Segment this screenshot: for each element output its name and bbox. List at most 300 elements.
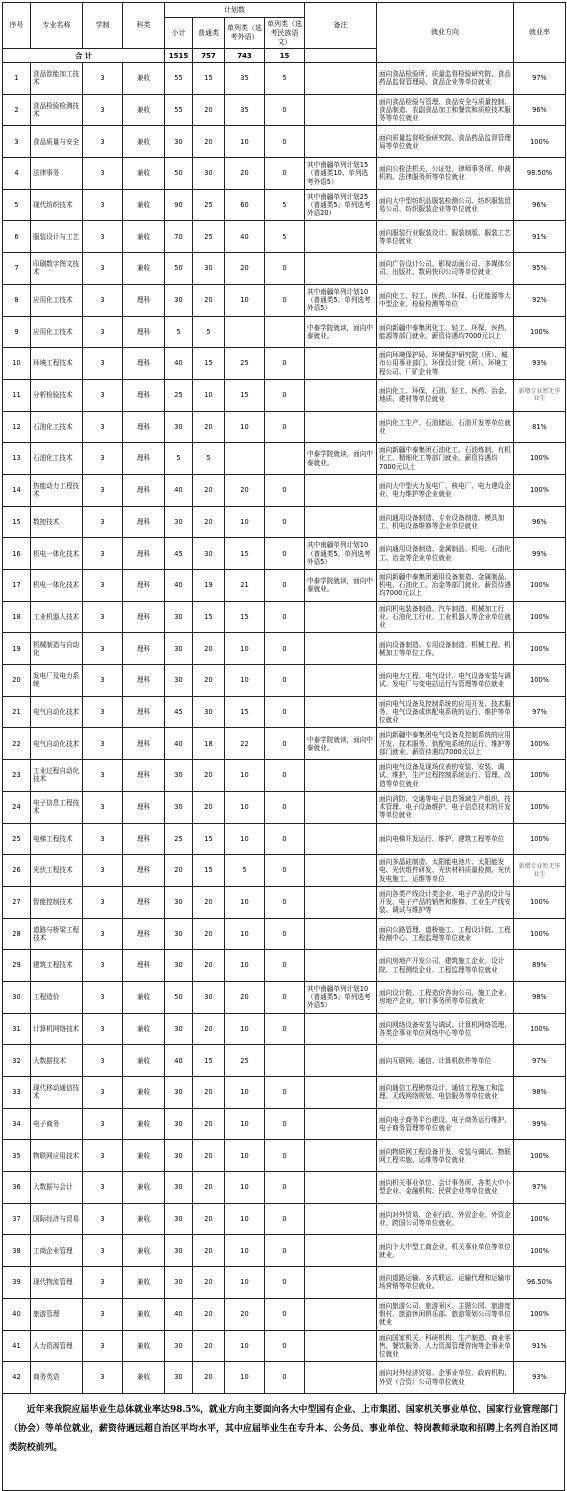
row-single: 10 <box>225 918 265 950</box>
row-subtotal: 40 <box>165 348 193 380</box>
row-rate: 100% <box>514 570 566 602</box>
row-note <box>305 1203 377 1235</box>
row-seq: 33 <box>3 1077 31 1109</box>
row-single: 10 <box>225 633 265 665</box>
row-major-name: 发电厂及电力系统 <box>31 665 83 697</box>
row-single: 10 <box>225 506 265 538</box>
row-years: 3 <box>83 696 123 728</box>
row-single-nolang: 0 <box>265 601 305 633</box>
row-direction: 面向房地产开发公司、建筑施工企业、设计院、工程测绘企业、工程监理等单位就业 <box>377 950 514 982</box>
row-single: 35 <box>225 63 265 95</box>
table-row <box>3 886 566 918</box>
table-row <box>3 1267 566 1299</box>
header-direction: 就业方向 <box>377 3 514 63</box>
table-row <box>3 1140 566 1172</box>
row-major-name: 法律事务 <box>31 158 83 190</box>
row-years: 3 <box>83 1172 123 1204</box>
row-subtotal: 30 <box>165 791 193 823</box>
row-years: 3 <box>83 1298 123 1330</box>
header-category: 科类 <box>123 3 165 49</box>
row-rate: 100% <box>514 665 566 697</box>
row-direction: 面向大中型纺织品服装检测公司、纺织服装贸易公司、纺织服装企业等单位就业 <box>377 189 514 221</box>
row-single: 10 <box>225 284 265 316</box>
row-single-nolang: 0 <box>265 411 305 443</box>
row-single-nolang: 0 <box>265 1330 305 1362</box>
row-subtotal: 30 <box>165 886 193 918</box>
row-rate: 100% <box>514 886 566 918</box>
row-single-nolang: 0 <box>265 1172 305 1204</box>
row-rate: 100% <box>514 633 566 665</box>
row-years: 3 <box>83 1362 123 1394</box>
row-major-name: 现代物流管理 <box>31 1267 83 1299</box>
row-direction: 面向通用设备制造、金属制品、机电、石油化工、冶金等企业单位就业 <box>377 538 514 570</box>
row-major-name: 现代纺织技术 <box>31 189 83 221</box>
row-direction: 面向化工、轻工、医药、环保、石化能源等大中型企业、检验检测等单位 <box>377 284 514 316</box>
row-rate: 96.50% <box>514 1267 566 1299</box>
table-row <box>3 443 566 475</box>
row-category: 理科 <box>123 379 165 411</box>
row-seq: 17 <box>3 570 31 602</box>
row-seq: 9 <box>3 316 31 348</box>
row-major-name: 环境工程技术 <box>31 348 83 380</box>
header-seq: 序号 <box>3 3 31 49</box>
row-years: 3 <box>83 981 123 1013</box>
row-single-nolang: 0 <box>265 158 305 190</box>
row-note: 其中南疆单列计划10（普通类5、单列选考外语5） <box>305 981 377 1013</box>
row-subtotal: 30 <box>165 1235 193 1267</box>
row-note <box>305 348 377 380</box>
row-note <box>305 1140 377 1172</box>
table-row <box>3 791 566 823</box>
row-seq: 41 <box>3 1330 31 1362</box>
row-category: 兼收 <box>123 1013 165 1045</box>
row-single: 10 <box>225 1140 265 1172</box>
row-general: 20 <box>193 1267 225 1299</box>
row-category: 理科 <box>123 316 165 348</box>
row-direction: 面向多晶硅制造、太阳能电池片、太阳能发电、光伏组件研发、光伏材料质量检测、光伏发电施工、运维等单位 <box>377 855 514 887</box>
row-subtotal: 30 <box>165 760 193 792</box>
row-direction: 面向新疆中泰集团化工、轻工、环保、医药、能源等部门就业。薪资待遇均7000元以上 <box>377 316 514 348</box>
row-rate: 91% <box>514 221 566 253</box>
row-single-nolang: 5 <box>265 221 305 253</box>
row-single-nolang: 0 <box>265 1235 305 1267</box>
row-category: 理科 <box>123 570 165 602</box>
row-single: 10 <box>225 1108 265 1140</box>
row-years: 3 <box>83 1203 123 1235</box>
row-years: 3 <box>83 855 123 887</box>
row-major-name: 电梯工程技术 <box>31 823 83 855</box>
row-note <box>305 1235 377 1267</box>
row-subtotal: 45 <box>165 538 193 570</box>
row-major-name: 石油化工技术 <box>31 411 83 443</box>
row-seq: 31 <box>3 1013 31 1045</box>
total-single-nolang: 15 <box>265 49 305 63</box>
table-row <box>3 1235 566 1267</box>
row-category: 兼收 <box>123 63 165 95</box>
row-single: 10 <box>225 950 265 982</box>
table-row <box>3 126 566 158</box>
row-category: 兼收 <box>123 253 165 285</box>
row-years: 3 <box>83 1235 123 1267</box>
row-general: 30 <box>193 253 225 285</box>
row-note <box>305 126 377 158</box>
row-seq: 23 <box>3 760 31 792</box>
row-subtotal: 30 <box>165 411 193 443</box>
row-note <box>305 94 377 126</box>
row-major-name: 机电一体化技术 <box>31 538 83 570</box>
row-rate: 92% <box>514 284 566 316</box>
row-seq: 37 <box>3 1203 31 1235</box>
row-seq: 42 <box>3 1362 31 1394</box>
row-direction: 面向通用设备制造、专业设备制造、模具加工、机电设备维修等企业单位就业 <box>377 506 514 538</box>
row-major-name: 分析检验技术 <box>31 379 83 411</box>
row-single-nolang: 0 <box>265 823 305 855</box>
row-subtotal: 55 <box>165 63 193 95</box>
row-subtotal: 30 <box>165 1108 193 1140</box>
row-single-nolang: 0 <box>265 950 305 982</box>
row-seq: 24 <box>3 791 31 823</box>
row-years: 3 <box>83 443 123 475</box>
row-rate: 100% <box>514 1235 566 1267</box>
row-note <box>305 633 377 665</box>
row-category: 理科 <box>123 886 165 918</box>
row-single-nolang: 0 <box>265 665 305 697</box>
row-general: 20 <box>193 1203 225 1235</box>
row-seq: 4 <box>3 158 31 190</box>
row-rate: 98% <box>514 1077 566 1109</box>
header-general: 普通类 <box>193 18 225 49</box>
row-years: 3 <box>83 63 123 95</box>
row-note <box>305 760 377 792</box>
row-general: 20 <box>193 1013 225 1045</box>
table-row <box>3 474 566 506</box>
table-row <box>3 284 566 316</box>
row-major-name: 热能动力工程技术 <box>31 474 83 506</box>
row-category: 兼收 <box>123 126 165 158</box>
row-general: 20 <box>193 1330 225 1362</box>
row-major-name: 电子信息工程技术 <box>31 791 83 823</box>
row-general: 19 <box>193 570 225 602</box>
row-single-nolang: 0 <box>265 1140 305 1172</box>
row-direction: 面向道路运输、多式联运、运输代理和运输市场营销等单位就业。 <box>377 1267 514 1299</box>
row-general: 20 <box>193 1362 225 1394</box>
row-major-name: 石油化工技术 <box>31 443 83 475</box>
row-single-nolang: 0 <box>265 1267 305 1299</box>
row-years: 3 <box>83 1108 123 1140</box>
header-major: 专业名称 <box>31 3 83 49</box>
row-note <box>305 1108 377 1140</box>
row-category: 理科 <box>123 728 165 760</box>
row-major-name: 服装设计与工艺 <box>31 221 83 253</box>
row-years: 3 <box>83 791 123 823</box>
row-category: 兼收 <box>123 1235 165 1267</box>
row-years: 3 <box>83 316 123 348</box>
row-direction: 面向物联网工程设备开发、安装与调试、物联网工程实施、运维等单位就业 <box>377 1140 514 1172</box>
row-seq: 15 <box>3 506 31 538</box>
row-subtotal: 40 <box>165 570 193 602</box>
row-seq: 2 <box>3 94 31 126</box>
row-general: 20 <box>193 886 225 918</box>
row-category: 理科 <box>123 760 165 792</box>
row-category: 理科 <box>123 823 165 855</box>
row-direction: 面向新疆中泰集团通用设备制造、金属制品、机电、石油化工、冶金等部门就业。薪资待遇均7000元以上 <box>377 570 514 602</box>
row-single: 10 <box>225 886 265 918</box>
table-row <box>3 1362 566 1394</box>
row-general: 5 <box>193 443 225 475</box>
table-row <box>3 570 566 602</box>
row-general: 20 <box>193 1077 225 1109</box>
row-single: 10 <box>225 1013 265 1045</box>
row-direction: 面向通信工程勘察设计、通信工程施工和监理、无线网络规划、电信服务等单位就业 <box>377 1077 514 1109</box>
row-years: 3 <box>83 1330 123 1362</box>
row-rate: 100% <box>514 316 566 348</box>
row-note <box>305 823 377 855</box>
row-category: 兼收 <box>123 1203 165 1235</box>
row-single-nolang: 5 <box>265 63 305 95</box>
row-seq: 32 <box>3 1045 31 1077</box>
row-single: 10 <box>225 665 265 697</box>
row-rate: 100% <box>514 601 566 633</box>
row-general: 20 <box>193 918 225 950</box>
row-single-nolang: 0 <box>265 348 305 380</box>
row-years: 3 <box>83 570 123 602</box>
table-row <box>3 1330 566 1362</box>
plan-rows <box>3 63 566 1394</box>
row-single: 35 <box>225 94 265 126</box>
row-rate: 89% <box>514 950 566 982</box>
row-years: 3 <box>83 1013 123 1045</box>
row-single: 10 <box>225 1362 265 1394</box>
row-subtotal: 30 <box>165 1330 193 1362</box>
table-row <box>3 221 566 253</box>
row-note <box>305 474 377 506</box>
row-category: 理科 <box>123 950 165 982</box>
row-note <box>305 1013 377 1045</box>
row-general: 20 <box>193 791 225 823</box>
row-rate: 100% <box>514 918 566 950</box>
row-note <box>305 696 377 728</box>
row-general: 5 <box>193 316 225 348</box>
row-subtotal: 30 <box>165 1172 193 1204</box>
row-note <box>305 918 377 950</box>
row-note <box>305 1045 377 1077</box>
row-general: 20 <box>193 1108 225 1140</box>
row-general: 15 <box>193 348 225 380</box>
row-general: 20 <box>193 94 225 126</box>
row-seq: 30 <box>3 981 31 1013</box>
row-single: 15 <box>225 696 265 728</box>
row-single: 25 <box>225 348 265 380</box>
table-row <box>3 1045 566 1077</box>
row-category: 理科 <box>123 443 165 475</box>
row-single-nolang: 0 <box>265 474 305 506</box>
row-subtotal: 30 <box>165 950 193 982</box>
row-major-name: 人力资源管理 <box>31 1330 83 1362</box>
row-note <box>305 601 377 633</box>
row-rate: 97% <box>514 1172 566 1204</box>
row-category: 理科 <box>123 696 165 728</box>
row-single: 10 <box>225 126 265 158</box>
row-years: 3 <box>83 221 123 253</box>
row-single: 10 <box>225 1235 265 1267</box>
enrollment-plan-table <box>2 2 566 1394</box>
row-subtotal: 70 <box>165 221 193 253</box>
row-years: 3 <box>83 823 123 855</box>
row-major-name: 道路与桥梁工程技术 <box>31 918 83 950</box>
row-single-nolang: 0 <box>265 855 305 887</box>
row-subtotal: 5 <box>165 316 193 348</box>
row-rate: 93% <box>514 1362 566 1394</box>
row-single-nolang: 0 <box>265 918 305 950</box>
row-single-nolang: 0 <box>265 981 305 1013</box>
row-major-name: 光伏工程技术 <box>31 855 83 887</box>
row-direction: 面向食品检验与管理、食品安全与质量控制、食品制造、农副食品加工和餐饮和质检技术服务等单位就业 <box>377 94 514 126</box>
table-row <box>3 696 566 728</box>
row-seq: 12 <box>3 411 31 443</box>
row-major-name: 智能控制技术 <box>31 886 83 918</box>
row-note <box>305 1362 377 1394</box>
row-subtotal: 40 <box>165 1298 193 1330</box>
row-subtotal: 30 <box>165 1140 193 1172</box>
table-row <box>3 665 566 697</box>
row-category: 理科 <box>123 506 165 538</box>
row-rate: 91% <box>514 1330 566 1362</box>
table-row <box>3 158 566 190</box>
row-direction: 面向对外贸易、企业行政、外贸企业、外资企业、跨国公司等单位就业。 <box>377 1203 514 1235</box>
row-note: 中泰学院就读，面向中泰就业。 <box>305 728 377 760</box>
row-subtotal: 40 <box>165 474 193 506</box>
row-direction: 面向机电装备制造、汽车制造、机械加工行业、石油化工行业、工业机器人等企业单位就业 <box>377 601 514 633</box>
row-direction: 面向公检法机关、公证处、律师事务所、仲裁机构、法律服务所等单位就业 <box>377 158 514 190</box>
row-single: 15 <box>225 601 265 633</box>
row-direction: 面向机关事业单位、会计事务所、各类大中小型企业、金融机构、民营企业等单位就业 <box>377 1172 514 1204</box>
row-category: 兼收 <box>123 189 165 221</box>
row-rate: 96% <box>514 189 566 221</box>
row-years: 3 <box>83 918 123 950</box>
row-category: 兼收 <box>123 981 165 1013</box>
row-direction: 面向电气设备及控制系统的应用开发、技术服务、电气设备或供配电系统的运行、维护等单位就业 <box>377 696 514 728</box>
row-rate: 97% <box>514 1045 566 1077</box>
row-category: 理科 <box>123 855 165 887</box>
row-major-name: 食品质量与安全 <box>31 126 83 158</box>
row-major-name: 印刷数字图文技术 <box>31 253 83 285</box>
row-single-nolang: 0 <box>265 1077 305 1109</box>
table-row <box>3 601 566 633</box>
row-years: 3 <box>83 348 123 380</box>
row-single-nolang: 0 <box>265 633 305 665</box>
row-single: 25 <box>225 1045 265 1077</box>
row-years: 3 <box>83 506 123 538</box>
row-category: 理科 <box>123 538 165 570</box>
table-row <box>3 348 566 380</box>
total-single: 743 <box>225 49 265 63</box>
table-row <box>3 63 566 95</box>
row-major-name: 国际经济与贸易 <box>31 1203 83 1235</box>
row-rate: 100% <box>514 474 566 506</box>
row-subtotal: 30 <box>165 665 193 697</box>
row-single-nolang: 0 <box>265 1362 305 1394</box>
row-single: 20 <box>225 474 265 506</box>
row-single: 10 <box>225 823 265 855</box>
row-rate: 100% <box>514 1298 566 1330</box>
row-major-name: 工业过程自动化技术 <box>31 760 83 792</box>
row-seq: 22 <box>3 728 31 760</box>
row-years: 3 <box>83 126 123 158</box>
table-row <box>3 379 566 411</box>
row-single-nolang: 0 <box>265 1203 305 1235</box>
row-subtotal: 5 <box>165 443 193 475</box>
row-category: 兼收 <box>123 1298 165 1330</box>
row-direction: 面向国家机关、科研机构、生产制造、商业零售、餐饮服务、人力资源管理咨询等企事业单位就业 <box>377 1330 514 1362</box>
row-rate: 97% <box>514 696 566 728</box>
row-major-name: 电气自动化技术 <box>31 728 83 760</box>
row-subtotal: 25 <box>165 823 193 855</box>
row-rate: 100% <box>514 823 566 855</box>
row-category: 兼收 <box>123 94 165 126</box>
row-subtotal: 45 <box>165 696 193 728</box>
row-single-nolang: 0 <box>265 1108 305 1140</box>
row-note <box>305 1267 377 1299</box>
row-major-name: 大数据技术 <box>31 1045 83 1077</box>
row-major-name: 数控技术 <box>31 506 83 538</box>
row-direction: 面向广告设计公司、影视动画公司、多媒体公司、出版社、数码快印公司等单位就业 <box>377 253 514 285</box>
employment-summary: 近年来我院应届毕业生总体就业率达98.5%，就业方向主要面向各大中型国有企业、上市集团、国家机关事业单位、国家行业管理部门（协会）等单位就业，薪资待遇远超自治区平均水平，其中应届毕业生在专升本、公务员、事业单位、特岗教师录取和招聘上名列自治区同类院校前列。 <box>2 1394 565 1491</box>
row-seq: 7 <box>3 253 31 285</box>
row-single-nolang: 0 <box>265 538 305 570</box>
row-subtotal: 50 <box>165 981 193 1013</box>
row-seq: 19 <box>3 633 31 665</box>
row-subtotal: 30 <box>165 918 193 950</box>
row-years: 3 <box>83 1077 123 1109</box>
row-single: 10 <box>225 791 265 823</box>
row-general: 15 <box>193 823 225 855</box>
row-single-nolang: 0 <box>265 886 305 918</box>
row-years: 3 <box>83 1267 123 1299</box>
row-years: 3 <box>83 253 123 285</box>
row-single: 15 <box>225 379 265 411</box>
row-note <box>305 63 377 95</box>
row-rate: 100% <box>514 760 566 792</box>
row-note: 中泰学院就读，面向中泰就业。 <box>305 443 377 475</box>
row-major-name: 旅游管理 <box>31 1298 83 1330</box>
row-years: 3 <box>83 284 123 316</box>
row-rate: 100% <box>514 1140 566 1172</box>
total-general: 757 <box>193 49 225 63</box>
table-row <box>3 1203 566 1235</box>
table-row <box>3 633 566 665</box>
row-major-name: 应用化工技术 <box>31 284 83 316</box>
row-note: 其中南疆单列计划25（普通类5、单列选考外语20） <box>305 189 377 221</box>
row-general: 20 <box>193 1140 225 1172</box>
row-single: 20 <box>225 158 265 190</box>
row-direction: 面向大中型火力发电厂、核电厂、电力建设企业、电力维护等企业就业 <box>377 474 514 506</box>
row-general: 25 <box>193 189 225 221</box>
row-general: 20 <box>193 665 225 697</box>
header-single-nolang: 单列类（选考民族语文） <box>265 18 305 49</box>
row-category: 兼收 <box>123 1045 165 1077</box>
row-subtotal: 30 <box>165 1362 193 1394</box>
row-rate: 100% <box>514 728 566 760</box>
row-category: 兼收 <box>123 1330 165 1362</box>
row-rate: 99% <box>514 538 566 570</box>
row-category: 兼收 <box>123 1267 165 1299</box>
row-years: 3 <box>83 633 123 665</box>
table-row <box>3 411 566 443</box>
row-subtotal: 50 <box>165 253 193 285</box>
row-major-name: 工程造价 <box>31 981 83 1013</box>
table-row <box>3 1108 566 1140</box>
table-row <box>3 538 566 570</box>
